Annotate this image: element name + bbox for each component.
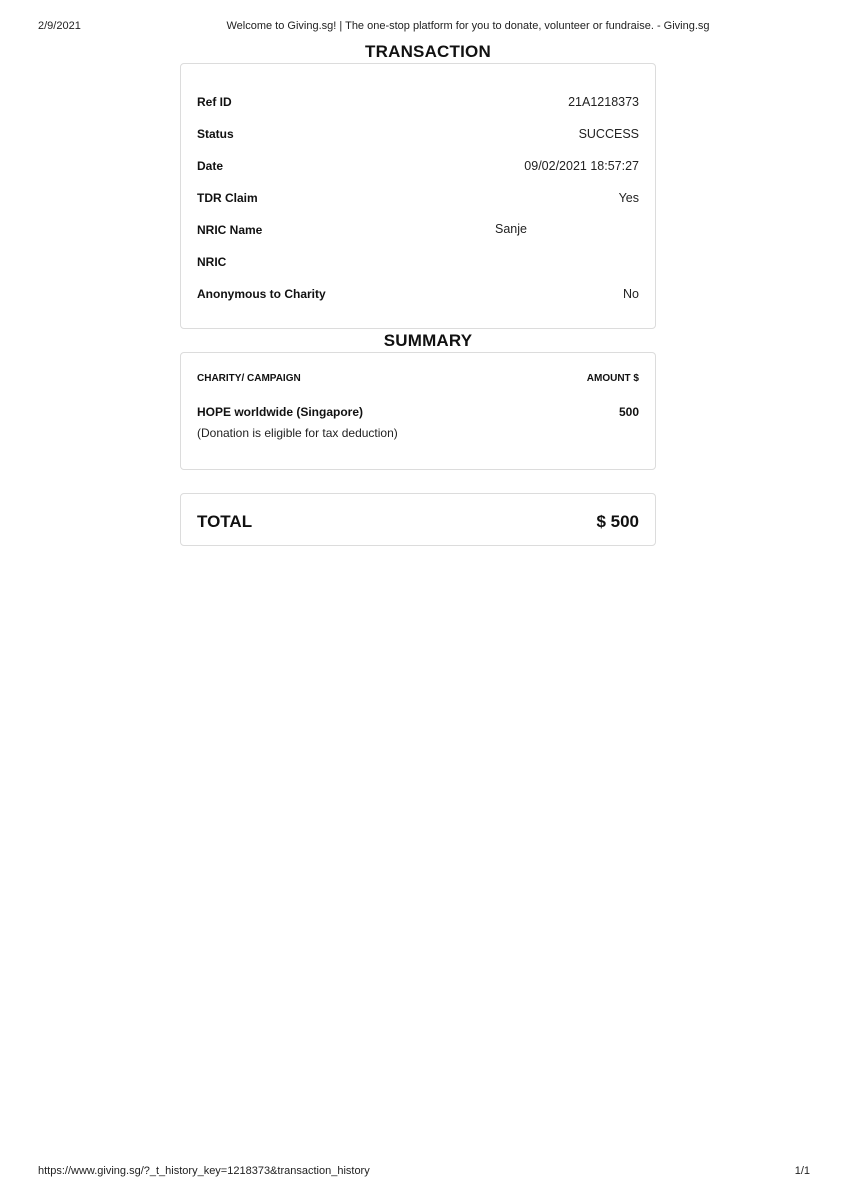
row-label: TDR Claim [197, 191, 258, 205]
charity-amount: 500 [618, 405, 639, 419]
row-label: NRIC Name [197, 223, 263, 237]
print-header-title: Welcome to Giving.sg! | The one-stop platform for you to donate, volunteer or fundraise. - Giving.sg [226, 20, 710, 32]
col-charity-header: CHARITY/ CAMPAIGN [197, 373, 301, 384]
summary-card [180, 352, 656, 470]
row-date [197, 157, 639, 175]
total-value: $ 500 [596, 512, 639, 531]
row-nric-name [197, 221, 639, 239]
row-label: Anonymous to Charity [197, 287, 326, 301]
row-label: NRIC [197, 255, 227, 269]
summary-heading: SUMMARY [383, 331, 473, 350]
transaction-heading: TRANSACTION [365, 42, 491, 61]
print-header-date: 2/9/2021 [38, 20, 81, 32]
row-nric [197, 253, 639, 271]
transaction-card [180, 63, 656, 329]
row-value: SUCCESS [578, 127, 639, 141]
row-label: Date [197, 159, 224, 173]
row-label: Ref ID [197, 95, 232, 109]
nric-name-value: Sanje [495, 222, 527, 236]
row-anonymous [197, 285, 639, 303]
row-label: Status [197, 127, 234, 141]
row-value: 21A1218373 [568, 95, 639, 109]
row-value: No [623, 287, 639, 301]
print-footer-url: https://www.giving.sg/?_t_history_key=1218373&transaction_history [38, 1165, 370, 1177]
row-value: 09/02/2021 18:57:27 [524, 159, 639, 173]
print-footer-page: 1/1 [794, 1165, 810, 1177]
row-ref-id [197, 93, 639, 111]
charity-name: HOPE worldwide (Singapore) [197, 405, 364, 419]
row-tdr-claim [197, 189, 639, 207]
row-value: Yes [618, 191, 639, 205]
col-amount-header: AMOUNT $ [586, 373, 639, 384]
total-card [180, 493, 656, 546]
total-label: TOTAL [197, 512, 253, 531]
row-status [197, 125, 639, 143]
tax-note: (Donation is eligible for tax deduction) [197, 426, 398, 440]
